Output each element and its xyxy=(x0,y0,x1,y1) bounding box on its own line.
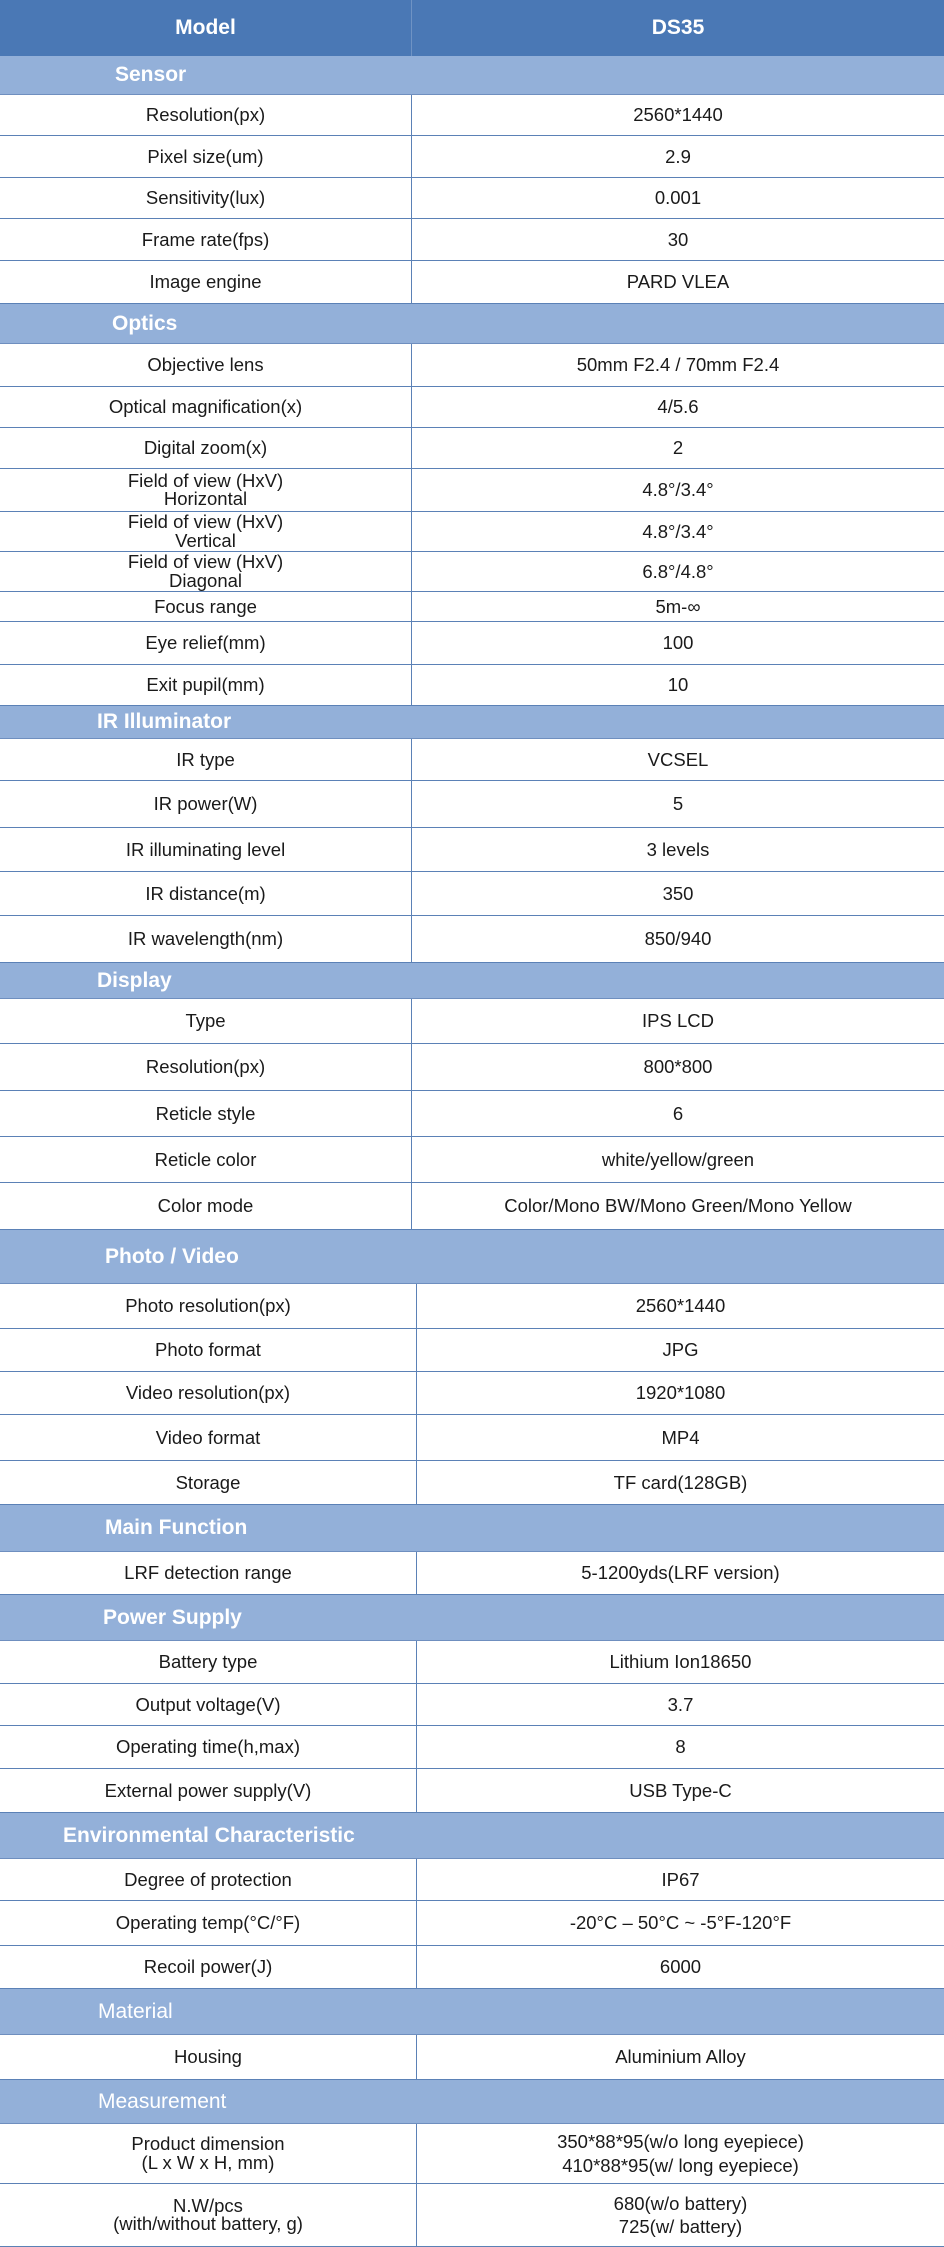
spec-label: LRF detection range xyxy=(0,1552,417,1594)
spec-label: Frame rate(fps) xyxy=(0,219,412,260)
table-row xyxy=(0,592,944,622)
spec-label: Pixel size(um) xyxy=(0,136,412,177)
spec-value: 6.8°/4.8° xyxy=(642,560,714,582)
cell-line: 350*88*95(w/o long eyepiece) xyxy=(557,2131,804,2153)
spec-label: Objective lens xyxy=(0,344,412,386)
spec-label: IR type xyxy=(0,739,412,780)
spec-value: 800*800 xyxy=(643,1056,713,1077)
spec-label xyxy=(0,469,412,511)
spec-value: 2560*1440 xyxy=(635,1295,726,1316)
table-row xyxy=(0,2035,944,2080)
spec-label: Resolution(px) xyxy=(0,95,412,135)
spec-label: Resolution(px) xyxy=(0,1044,412,1090)
cell-line: N.W/pcs xyxy=(173,2194,243,2216)
table-row xyxy=(0,344,944,387)
section-header-environmental-characteristic: Environmental Characteristic xyxy=(0,1813,944,1859)
table-row xyxy=(0,2124,944,2184)
section-header-optics: Optics xyxy=(0,304,944,344)
spec-label: Exit pupil(mm) xyxy=(0,665,412,705)
spec-value: PARD VLEA xyxy=(626,271,730,292)
spec-label xyxy=(0,2124,417,2183)
spec-value: 0.001 xyxy=(654,187,702,208)
spec-label: Optical magnification(x) xyxy=(0,387,412,427)
spec-value: 350 xyxy=(662,882,694,904)
cell-line: (L x W x H, mm) xyxy=(141,2151,275,2173)
spec-value: 50mm F2.4 / 70mm F2.4 xyxy=(576,354,780,375)
cell-line: Field of view (HxV) xyxy=(127,469,284,491)
spec-value: TF card(128GB) xyxy=(613,1471,748,1493)
cell-line: Vertical xyxy=(175,529,236,551)
table-row xyxy=(0,2184,944,2247)
table-row xyxy=(0,1859,944,1901)
spec-label: Focus range xyxy=(0,592,412,621)
spec-label: Recoil power(J) xyxy=(0,1946,417,1988)
spec-value: 10 xyxy=(667,674,689,695)
spec-label: Battery type xyxy=(0,1641,417,1683)
spec-label: IR distance(m) xyxy=(0,872,412,915)
spec-label: Eye relief(mm) xyxy=(0,622,412,664)
spec-value: IPS LCD xyxy=(642,1010,714,1031)
section-header-ir-illuminator: IR Illuminator xyxy=(0,706,944,739)
spec-value: USB Type-C xyxy=(629,1779,732,1801)
table-row xyxy=(0,552,944,592)
table-header xyxy=(0,0,944,56)
spec-value: MP4 xyxy=(661,1426,700,1448)
table-row xyxy=(0,261,944,304)
section-header-photo-video: Photo / Video xyxy=(0,1230,944,1284)
spec-value: 1920*1080 xyxy=(635,1382,726,1403)
table-row xyxy=(0,1091,944,1137)
spec-label: External power supply(V) xyxy=(0,1769,417,1812)
spec-value: 5-1200yds(LRF version) xyxy=(581,1562,780,1583)
spec-value: 6 xyxy=(672,1102,684,1124)
section-header-sensor: Sensor xyxy=(0,56,944,95)
cell-line: Product dimension xyxy=(131,2133,285,2154)
cell-line: 680(w/o battery) xyxy=(613,2192,748,2214)
spec-value: -20°C – 50°C ~ -5°F-120°F xyxy=(569,1912,792,1933)
table-row xyxy=(0,1641,944,1684)
spec-label: Video format xyxy=(0,1415,417,1460)
model-label: Model xyxy=(0,0,412,56)
section-header-display: Display xyxy=(0,963,944,999)
table-row xyxy=(0,1329,944,1372)
spec-value: Lithium Ion18650 xyxy=(609,1651,752,1672)
spec-value: 2 xyxy=(672,437,684,458)
table-row xyxy=(0,428,944,469)
table-row xyxy=(0,387,944,428)
spec-label: Image engine xyxy=(0,261,412,303)
table-row xyxy=(0,828,944,872)
spec-label: Color mode xyxy=(0,1183,412,1229)
table-row xyxy=(0,739,944,781)
spec-value: 8 xyxy=(675,1736,686,1757)
table-row xyxy=(0,178,944,219)
table-row xyxy=(0,1044,944,1091)
cell-line: 410*88*95(w/ long eyepiece) xyxy=(562,2154,799,2176)
table-row xyxy=(0,622,944,665)
spec-label: Photo format xyxy=(0,1329,417,1371)
spec-value xyxy=(417,2124,944,2183)
cell-line: 725(w/ battery) xyxy=(618,2216,743,2237)
cell-line: Field of view (HxV) xyxy=(127,551,284,572)
spec-label: Reticle color xyxy=(0,1137,412,1182)
model-value: DS35 xyxy=(651,16,705,39)
spec-table-body xyxy=(0,56,944,2247)
spec-label xyxy=(0,552,412,591)
spec-label: Video resolution(px) xyxy=(0,1372,417,1414)
cell-line: Field of view (HxV) xyxy=(127,511,284,532)
spec-label: IR wavelength(nm) xyxy=(0,916,412,962)
spec-value: JPG xyxy=(662,1339,699,1360)
table-row xyxy=(0,136,944,178)
spec-label: Output voltage(V) xyxy=(0,1684,417,1725)
table-row xyxy=(0,872,944,916)
table-row xyxy=(0,1183,944,1230)
section-header-material: Material xyxy=(0,1989,944,2035)
spec-label: IR illuminating level xyxy=(0,828,412,871)
table-row xyxy=(0,219,944,261)
spec-value xyxy=(417,2184,944,2246)
table-row xyxy=(0,469,944,512)
spec-value: 6000 xyxy=(659,1956,702,1977)
spec-label: Storage xyxy=(0,1461,417,1504)
spec-value: 4/5.6 xyxy=(657,396,699,417)
table-row xyxy=(0,916,944,963)
table-row xyxy=(0,1284,944,1329)
spec-label xyxy=(0,2184,417,2246)
table-row xyxy=(0,1684,944,1726)
section-header-power-supply: Power Supply xyxy=(0,1595,944,1641)
spec-value: white/yellow/green xyxy=(601,1148,755,1170)
table-row xyxy=(0,1769,944,1813)
spec-value: IP67 xyxy=(661,1868,700,1890)
table-row xyxy=(0,1372,944,1415)
table-row xyxy=(0,1461,944,1505)
spec-label: Sensitivity(lux) xyxy=(0,178,412,218)
table-row xyxy=(0,95,944,136)
spec-value: Aluminium Alloy xyxy=(615,2046,746,2067)
table-row xyxy=(0,1415,944,1461)
spec-label: Reticle style xyxy=(0,1091,412,1136)
cell-line: (with/without battery, g) xyxy=(113,2213,303,2234)
section-header-main-function: Main Function xyxy=(0,1505,944,1552)
spec-value: 2560*1440 xyxy=(633,104,723,125)
spec-value: 850/940 xyxy=(644,928,712,949)
spec-label: Type xyxy=(0,999,412,1043)
table-row xyxy=(0,1946,944,1989)
spec-value: 100 xyxy=(662,632,694,653)
spec-label: Operating temp(°C/°F) xyxy=(0,1901,417,1945)
spec-value: VCSEL xyxy=(647,748,709,770)
spec-value: Color/Mono BW/Mono Green/Mono Yellow xyxy=(504,1195,852,1216)
table-row xyxy=(0,512,944,552)
spec-value: 3.7 xyxy=(667,1693,694,1715)
table-row xyxy=(0,1552,944,1595)
section-header-measurement: Measurement xyxy=(0,2080,944,2124)
spec-value: 5 xyxy=(672,793,684,814)
spec-label: Photo resolution(px) xyxy=(0,1284,417,1328)
spec-label: Digital zoom(x) xyxy=(0,428,412,468)
spec-value: 4.8°/3.4° xyxy=(642,479,714,500)
table-row xyxy=(0,665,944,706)
spec-label: Housing xyxy=(0,2035,417,2079)
spec-value: 30 xyxy=(667,228,689,250)
cell-line: Horizontal xyxy=(163,488,248,509)
table-row xyxy=(0,1901,944,1946)
spec-label: Operating time(h,max) xyxy=(0,1726,417,1768)
spec-value: 3 levels xyxy=(646,838,710,860)
spec-value: 5m-∞ xyxy=(655,595,701,617)
cell-line: Diagonal xyxy=(168,569,243,591)
table-row xyxy=(0,781,944,828)
table-row xyxy=(0,1137,944,1183)
spec-label xyxy=(0,512,412,551)
table-row xyxy=(0,1726,944,1769)
table-row xyxy=(0,999,944,1044)
spec-label: Degree of protection xyxy=(0,1859,417,1900)
spec-value: 4.8°/3.4° xyxy=(642,520,714,542)
spec-value: 2.9 xyxy=(665,145,691,167)
spec-label: IR power(W) xyxy=(0,781,412,827)
